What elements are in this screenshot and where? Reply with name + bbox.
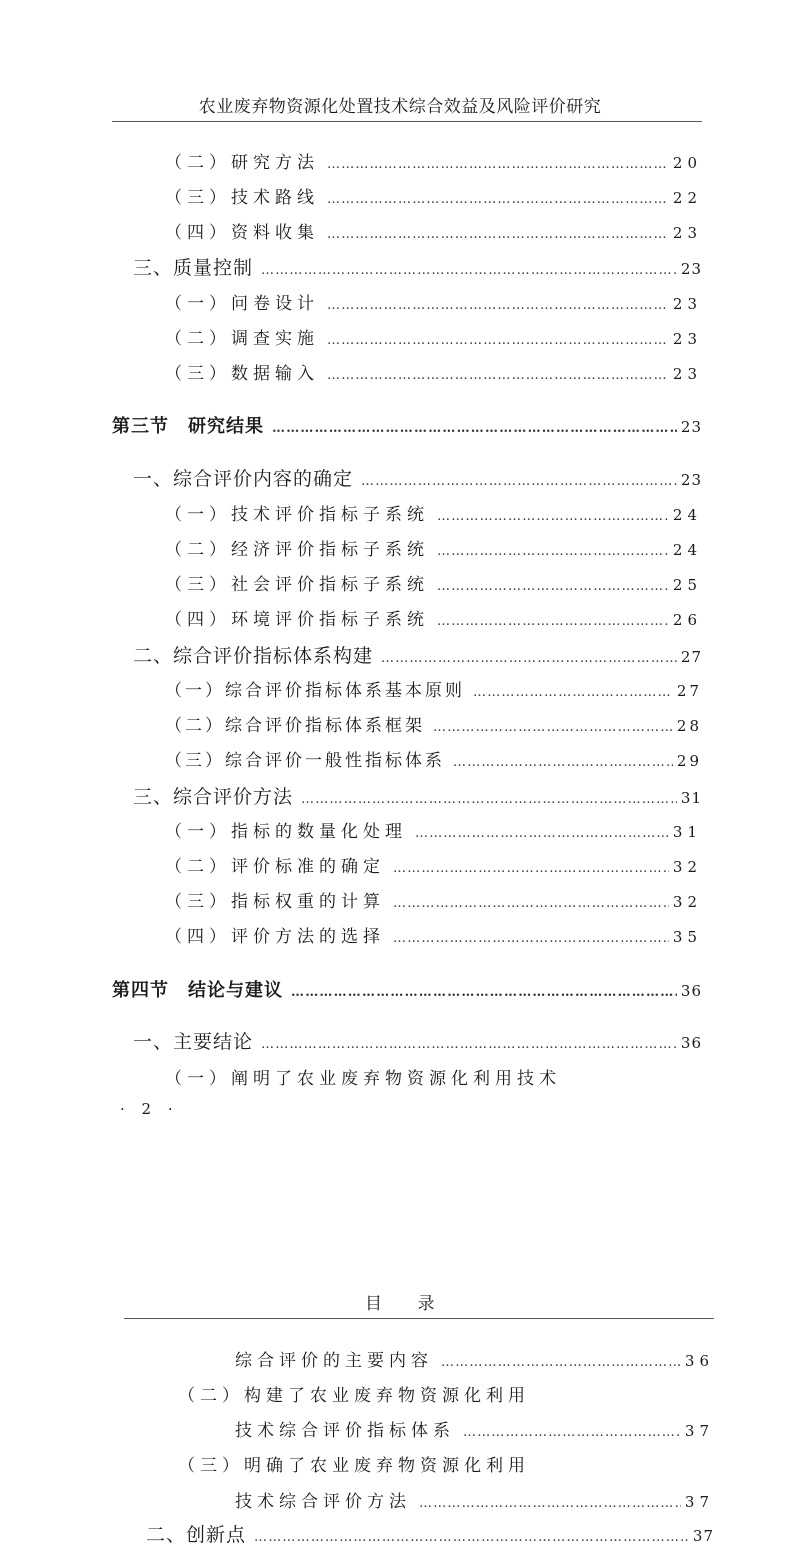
toc-entry[interactable] [133,641,702,668]
toc-entry-page: 23 [672,295,702,313]
toc-entry-title: 二、创新点 [146,1524,247,1546]
toc-entry-page: 27 [680,648,702,666]
toc-entry-page: 36 [680,982,702,1000]
toc-entry[interactable] [165,148,702,173]
leader-dots [327,157,669,172]
toc-entry[interactable] [165,289,702,314]
toc-entry-title: （一）综合评价指标体系基本原则 [165,681,465,701]
toc-entry-title[interactable]: （三）明确了农业废弃物资源化利用 [178,1456,530,1476]
toc-entry-title: 三、综合评价方法 [133,786,294,808]
toc-entry[interactable] [165,500,702,525]
toc-entry-title: （二）经济评价指标子系统 [165,540,429,560]
toc-entry-page: 37 [692,1527,714,1545]
leader-dots [381,651,677,666]
toc-section-entry[interactable] [112,976,702,1002]
toc-entry-page: 37 [684,1422,714,1440]
leader-dots [437,579,669,594]
toc-entry-page: 23 [680,418,702,436]
toc-entry[interactable] [133,1027,702,1054]
leader-dots [415,826,669,841]
toc-entry-title: 技术综合评价方法 [235,1492,411,1512]
toc-entry-title: （四）环境评价指标子系统 [165,610,429,630]
leader-dots [393,896,669,911]
toc-entry[interactable] [165,570,702,595]
toc-entry[interactable] [165,711,702,736]
toc-entry[interactable] [133,253,702,280]
leader-dots [254,1530,689,1545]
toc-entry[interactable] [165,535,702,560]
toc-entry-title: （四）资料收集 [165,223,319,243]
toc-entry[interactable] [165,359,702,384]
toc-entry-title: 第三节 研究结果 [112,416,264,437]
toc-entry-page: 23 [672,365,702,383]
toc-entry-title: （二）综合评价指标体系框架 [165,716,425,736]
toc-entry-title: 三、质量控制 [133,257,254,279]
toc-entry-title: （二）研究方法 [165,153,319,173]
toc-entry[interactable] [165,887,702,912]
toc-section-entry[interactable] [112,412,702,438]
toc-entry-page: 23 [672,330,702,348]
running-header-contents: 目 录 [365,1294,435,1314]
toc-entry-page: 31 [672,823,702,841]
leader-dots [437,544,669,559]
leader-dots [393,931,669,946]
toc-entry[interactable] [165,922,702,947]
toc-entry[interactable] [133,782,702,809]
leader-dots [419,1496,681,1511]
toc-entry-page: 24 [672,541,702,559]
leader-dots [327,192,669,207]
toc-entry-title: （二）评价标准的确定 [165,857,385,877]
toc-entry-page: 26 [672,611,702,629]
toc-entry-title[interactable]: （一）阐明了农业废弃物资源化利用技术 [165,1069,561,1089]
toc-entry[interactable] [146,1520,714,1547]
toc-entry-page: 25 [672,576,702,594]
toc-entry-page: 32 [672,858,702,876]
toc-entry[interactable] [165,605,702,630]
toc-entry[interactable] [235,1416,714,1441]
leader-dots [393,861,669,876]
toc-entry-page: 27 [676,682,702,700]
toc-entry-page: 31 [680,789,702,807]
toc-entry-page: 29 [676,752,702,770]
toc-entry[interactable] [133,464,702,491]
toc-entry-title: （四）评价方法的选择 [165,927,385,947]
leader-dots [433,720,673,735]
leader-dots [437,614,669,629]
header-rule [124,1318,714,1319]
leader-dots [261,1037,677,1052]
toc-entry-title: （三）社会评价指标子系统 [165,575,429,595]
toc-entry-page: 32 [672,893,702,911]
toc-entry-page: 28 [676,717,702,735]
toc-entry-page: 23 [680,260,702,278]
toc-entry-page: 23 [680,471,702,489]
toc-entry[interactable] [165,746,702,771]
toc-entry[interactable] [165,852,702,877]
leader-dots [327,227,669,242]
toc-entry-title: 一、主要结论 [133,1031,254,1053]
toc-entry-title: （三）数据输入 [165,364,319,384]
leader-dots [291,985,677,1000]
toc-entry-page: 36 [680,1034,702,1052]
toc-entry-title: 技术综合评价指标体系 [235,1421,455,1441]
leader-dots [327,368,669,383]
toc-entry-title: （一）指标的数量化处理 [165,822,407,842]
leader-dots [473,685,673,700]
toc-entry-title: 一、综合评价内容的确定 [133,468,354,490]
toc-entry-page: 22 [672,189,702,207]
toc-entry[interactable] [165,218,702,243]
toc-entry-title[interactable]: （二）构建了农业废弃物资源化利用 [178,1386,530,1406]
page-number: · 2 · [120,1100,179,1118]
toc-entry-page: 37 [684,1493,714,1511]
toc-entry-title: （三）技术路线 [165,188,319,208]
leader-dots [453,755,673,770]
leader-dots [301,792,677,807]
leader-dots [361,474,677,489]
toc-entry[interactable] [165,676,702,701]
toc-entry-title: （二）调查实施 [165,329,319,349]
toc-entry-title: （一）技术评价指标子系统 [165,505,429,525]
toc-entry-page: 24 [672,506,702,524]
toc-entry-title: 第四节 结论与建议 [112,980,283,1001]
toc-entry-page: 20 [672,154,702,172]
leader-dots [437,509,669,524]
header-rule [112,121,702,122]
toc-entry[interactable] [165,183,702,208]
toc-entry[interactable] [165,817,702,842]
toc-entry[interactable] [235,1487,714,1512]
toc-entry[interactable] [165,324,702,349]
leader-dots [463,1425,681,1440]
toc-entry-title: （一）问卷设计 [165,294,319,314]
toc-entry-title: 二、综合评价指标体系构建 [133,645,374,667]
toc-entry-page: 35 [672,928,702,946]
toc-entry-title: 综合评价的主要内容 [235,1351,433,1371]
toc-entry-title: （三）综合评价一般性指标体系 [165,751,445,771]
leader-dots [441,1355,681,1370]
toc-entry-page: 23 [672,224,702,242]
leader-dots [272,421,677,436]
leader-dots [261,263,677,278]
running-header: 农业废弃物资源化处置技术综合效益及风险评价研究 [198,97,602,117]
toc-entry-page: 36 [684,1352,714,1370]
leader-dots [327,333,669,348]
leader-dots [327,298,669,313]
toc-entry[interactable] [235,1346,714,1371]
toc-entry-title: （三）指标权重的计算 [165,892,385,912]
